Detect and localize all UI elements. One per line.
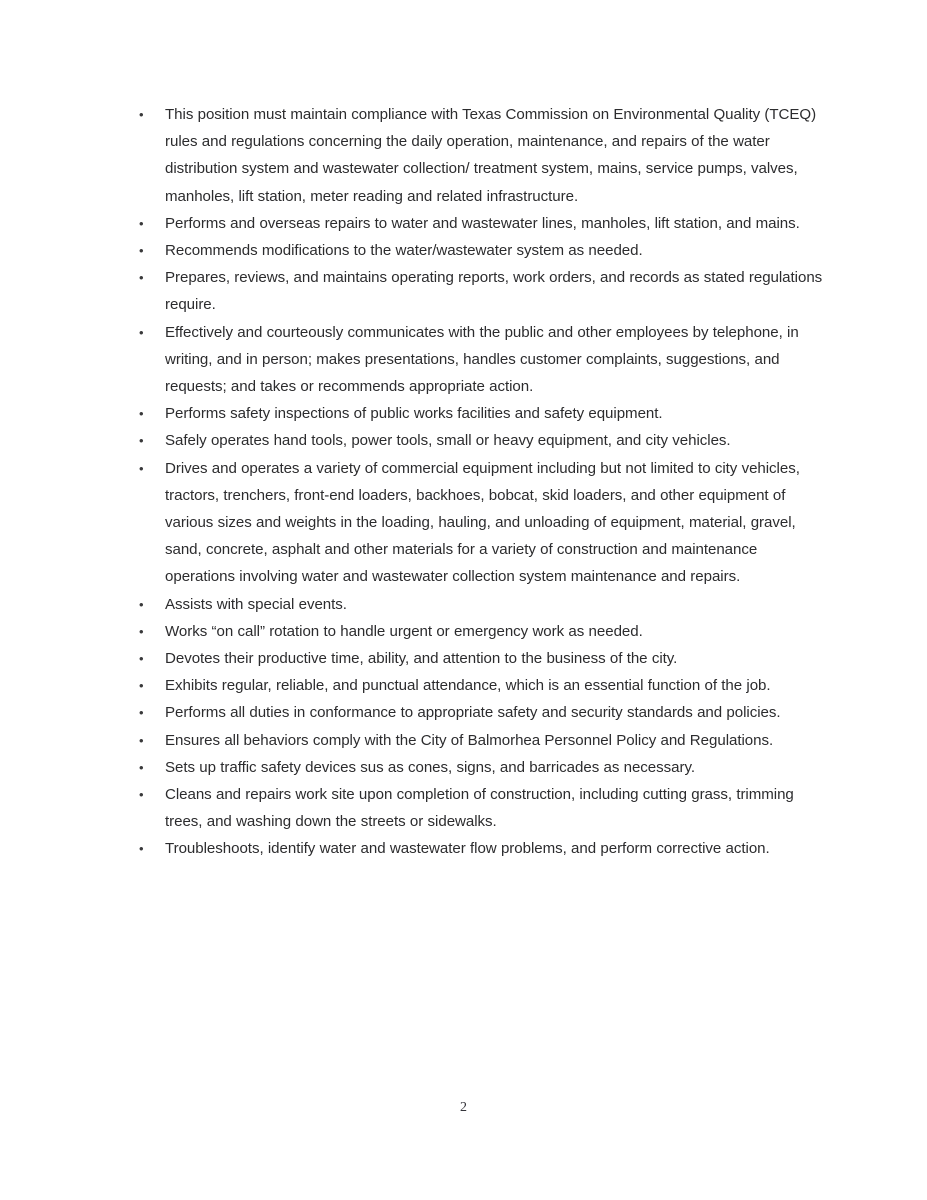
list-item — [129, 591, 829, 618]
bullet-point-icon: • — [139, 678, 144, 694]
bullet-point-icon: • — [139, 705, 144, 721]
bullet-point-icon: • — [139, 732, 144, 748]
list-item — [129, 754, 829, 781]
list-item — [129, 727, 829, 754]
list-item-text: Works “on call” rotation to handle urgent or emergency work as needed. — [165, 622, 643, 640]
list-item — [129, 645, 829, 672]
list-item-text: Performs and overseas repairs to water and wastewater lines, manholes, lift station, and mains. — [165, 214, 800, 232]
list-item — [129, 237, 829, 264]
list-item — [129, 319, 829, 401]
list-item — [129, 210, 829, 237]
list-item — [129, 427, 829, 454]
duties-bullet-section — [129, 101, 829, 863]
bullet-point-icon: • — [139, 460, 144, 476]
bullet-point-icon: • — [139, 841, 144, 857]
list-item — [129, 835, 829, 862]
bullet-point-icon: • — [139, 270, 144, 286]
bullet-point-icon: • — [139, 406, 144, 422]
list-item-text: Prepares, reviews, and maintains operating reports, work orders, and records as stated regulations require. — [165, 269, 823, 314]
list-item-text: Sets up traffic safety devices sus as cones, signs, and barricades as necessary. — [165, 758, 695, 776]
bullet-point-icon: • — [139, 243, 144, 259]
list-item-text: Performs all duties in conformance to appropriate safety and security standards and policies. — [165, 704, 781, 722]
duties-list — [129, 101, 829, 863]
list-item-text: Effectively and courteously communicates with the public and other employees by telephone, in writing, and in person; makes presentations, handles customer complaints, suggestions, and requests; and takes or recommends appropriate action. — [165, 323, 799, 396]
bullet-point-icon: • — [139, 623, 144, 639]
list-item-text: Exhibits regular, reliable, and punctual attendance, which is an essential function of the job. — [165, 677, 771, 695]
bullet-point-icon: • — [139, 651, 144, 667]
list-item-text: Cleans and repairs work site upon completion of construction, including cutting grass, trimming trees, and washing down the streets or sidewalks. — [165, 786, 794, 831]
list-item — [129, 781, 829, 835]
list-item-text: Troubleshoots, identify water and wastewater flow problems, and perform corrective action. — [165, 840, 770, 858]
list-item-text: Drives and operates a variety of commercial equipment including but not limited to city vehicles, tractors, trenchers, front-end loaders, backhoes, bobcat, skid loaders, and other equipment of various sizes and weights in the loading, hauling, and unloading of equipment, material, gravel, sand, concrete, asphalt and other materials for a variety of construction and maintenance operations involving water and wastewater collection system maintenance and repairs. — [165, 459, 800, 586]
bullet-point-icon: • — [139, 596, 144, 612]
list-item — [129, 699, 829, 726]
list-item-text: Safely operates hand tools, power tools, small or heavy equipment, and city vehicles. — [165, 432, 731, 450]
list-item-text: Ensures all behaviors comply with the City of Balmorhea Personnel Policy and Regulations. — [165, 731, 774, 749]
list-item-text: Recommends modifications to the water/wastewater system as needed. — [165, 242, 643, 260]
bullet-point-icon: • — [139, 107, 144, 122]
bullet-point-icon: • — [139, 433, 144, 449]
bullet-point-icon: • — [139, 215, 144, 231]
list-item — [129, 101, 829, 210]
list-item — [129, 672, 829, 699]
list-item — [129, 455, 829, 591]
list-item-text: This position must maintain compliance with Texas Commission on Environmental Quality (TCEQ) rules and regulations concerning the daily operation, maintenance, and repairs of the water distribution system and wastewater collection/ treatment system, mains, service pumps, valves, manholes, lift station, meter reading and related infrastructure. — [165, 106, 817, 205]
list-item — [129, 618, 829, 645]
list-item-text: Devotes their productive time, ability, and attention to the business of the city. — [165, 650, 678, 668]
page-number: 2 — [460, 1100, 467, 1115]
list-item-text: Assists with special events. — [165, 595, 347, 613]
bullet-point-icon: • — [139, 759, 144, 775]
bullet-point-icon: • — [139, 324, 144, 340]
list-item — [129, 400, 829, 427]
list-item-text: Performs safety inspections of public works facilities and safety equipment. — [165, 405, 663, 423]
bullet-point-icon: • — [139, 787, 144, 803]
list-item — [129, 264, 829, 318]
